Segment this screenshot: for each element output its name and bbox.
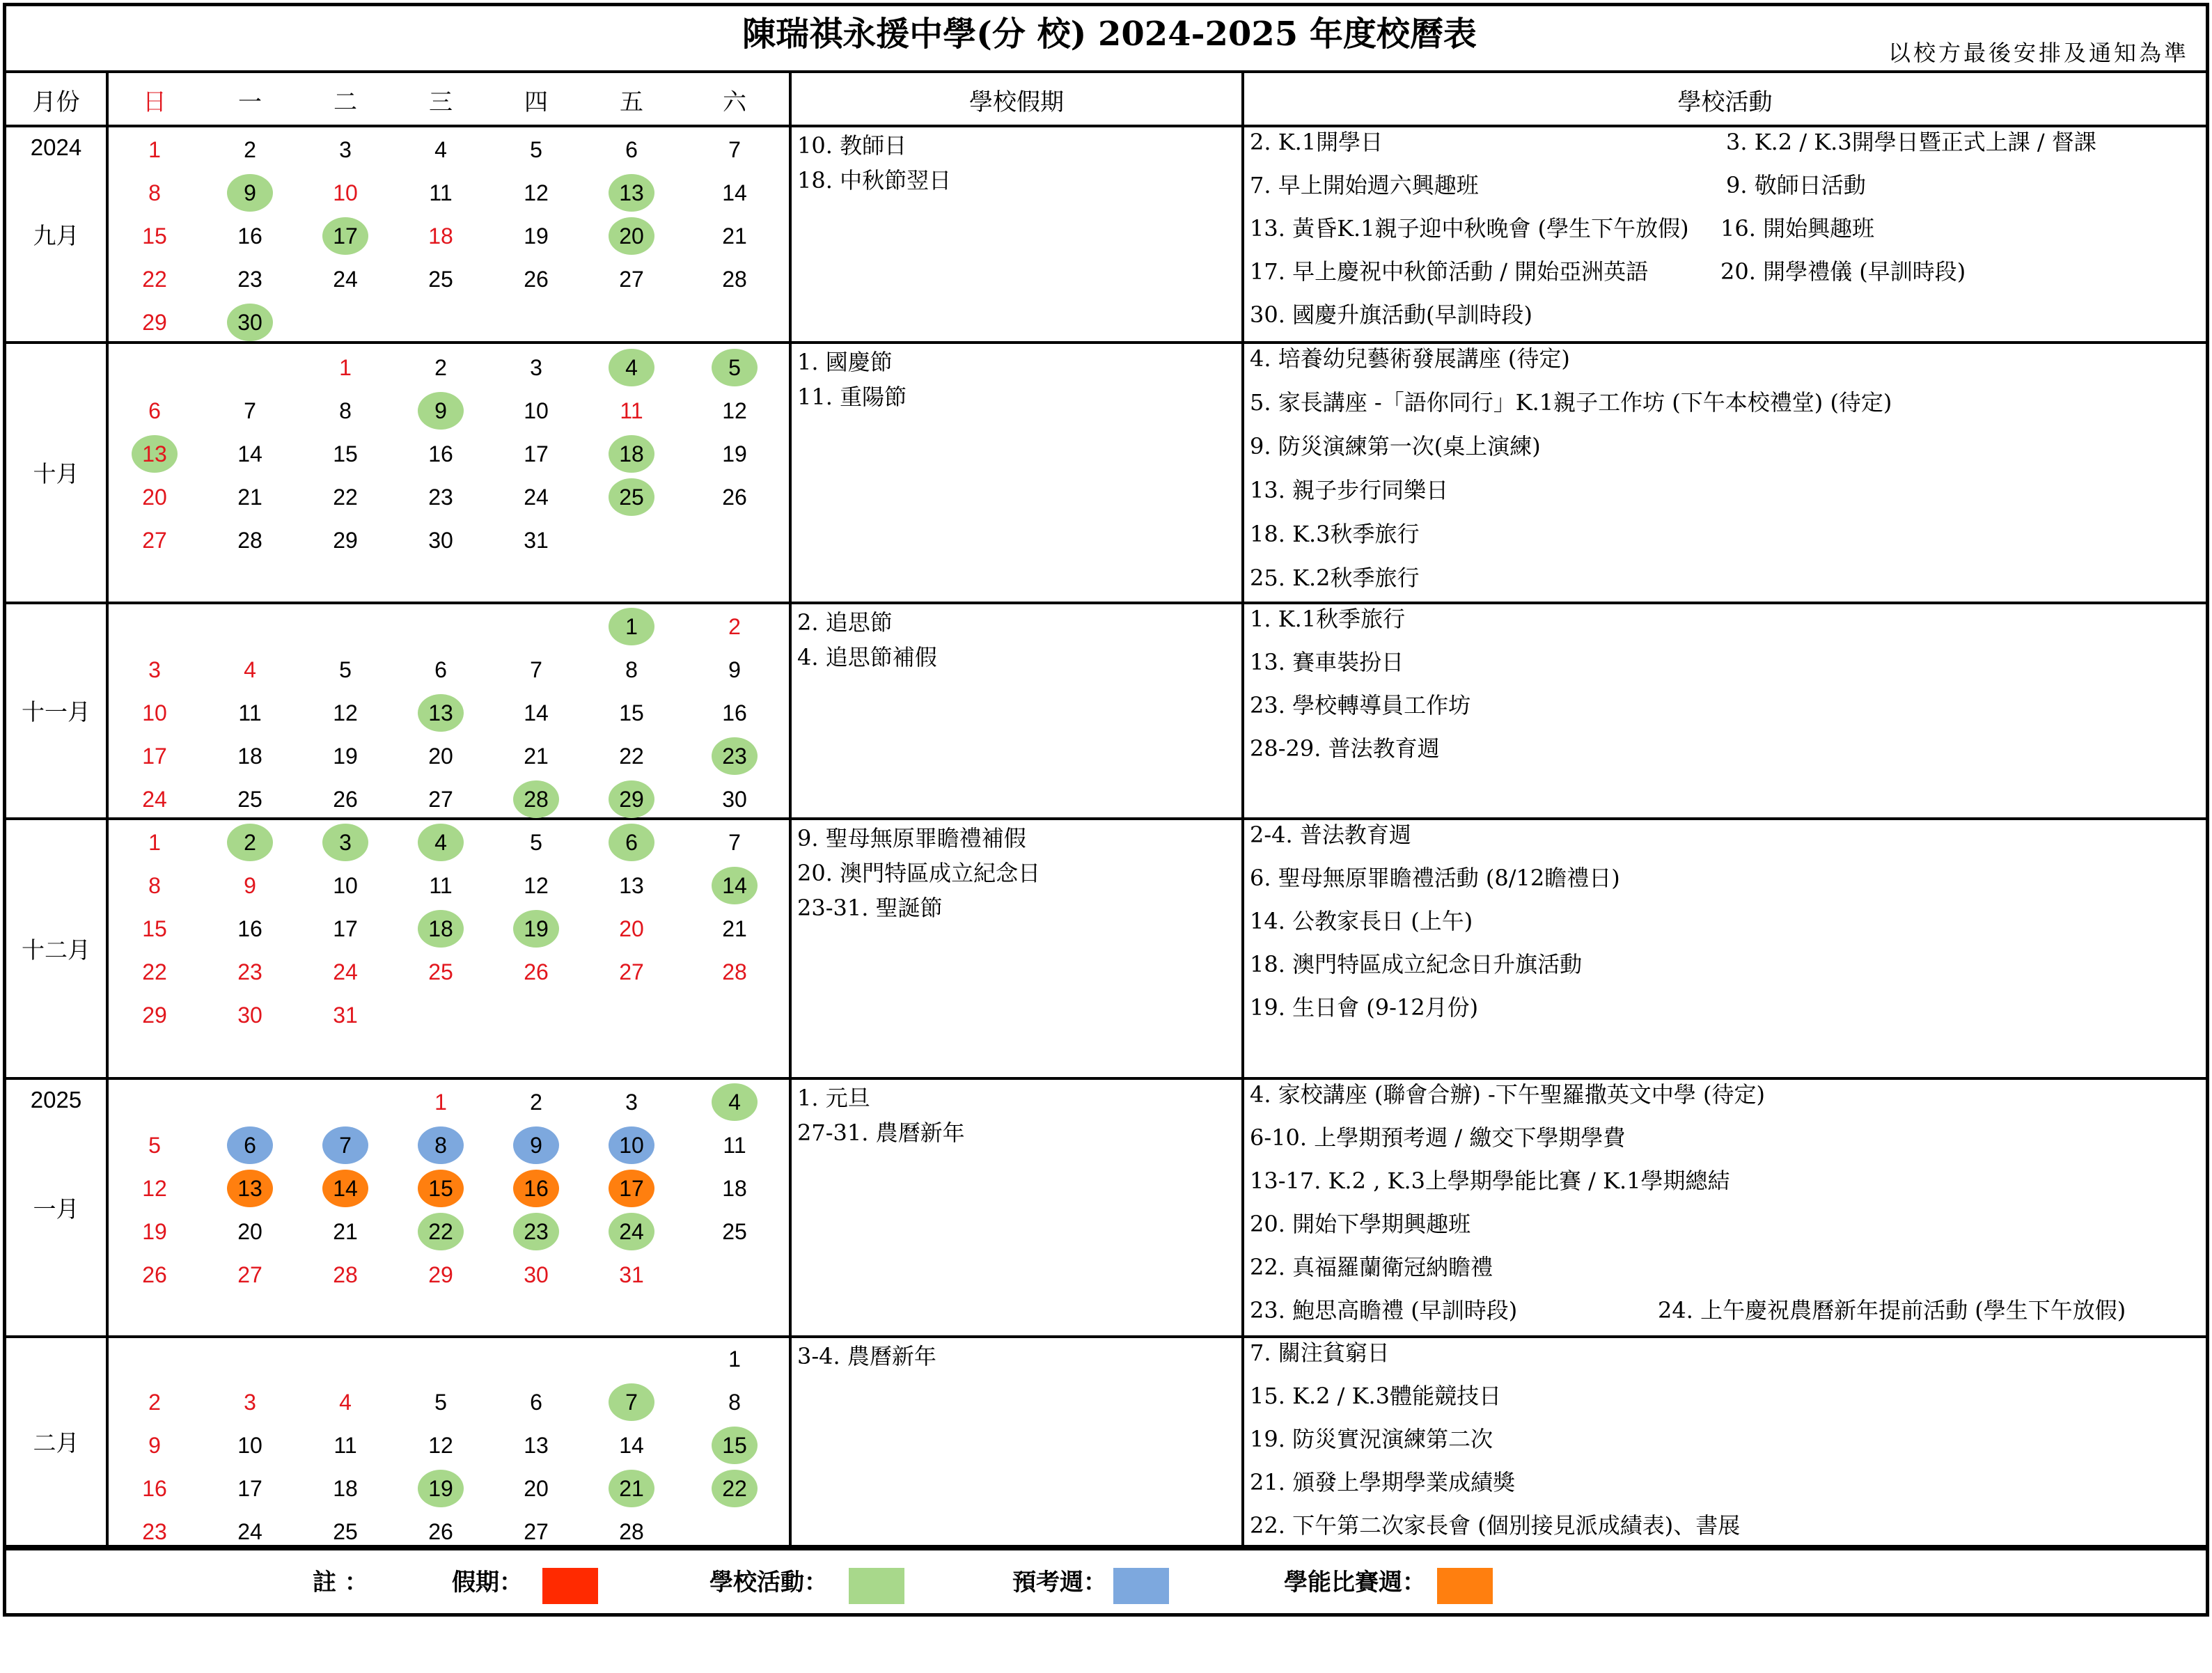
grid-line [6, 602, 2206, 604]
activity-entry: 22. 真福羅蘭衛冠納瞻禮 [1250, 1254, 1493, 1280]
holiday-entry: 3-4. 農曆新年 [797, 1343, 936, 1369]
calendar-day: 15 [142, 916, 167, 941]
calendar-day: 20 [142, 485, 167, 510]
legend-activity-swatch [849, 1568, 904, 1604]
calendar-day: 14 [237, 441, 262, 466]
legend-holiday-swatch [542, 1568, 598, 1604]
calendar-day: 3 [625, 1090, 638, 1115]
calendar-day: 9 [244, 873, 256, 898]
calendar-day: 13 [418, 694, 464, 732]
calendar-day: 8 [625, 657, 638, 682]
activities-column-header: 學校活動 [1677, 88, 1773, 116]
calendar-day: 30 [227, 304, 273, 341]
calendar-day: 8 [148, 180, 161, 205]
calendar-day: 27 [619, 267, 644, 292]
calendar-day: 23 [237, 959, 262, 984]
calendar-day: 20 [619, 916, 644, 941]
calendar-day: 19 [142, 1219, 167, 1244]
holidays-column-header: 學校假期 [969, 88, 1064, 116]
calendar-day: 13 [227, 1170, 273, 1207]
calendar-day: 10 [609, 1126, 654, 1164]
calendar-day: 25 [722, 1219, 747, 1244]
weekday-header: 三 [429, 88, 453, 116]
calendar-day: 1 [148, 137, 161, 162]
calendar-day: 28 [333, 1262, 358, 1287]
calendar-day: 27 [428, 787, 453, 812]
activity-entry: 28-29. 普法教育週 [1250, 735, 1440, 762]
calendar-day: 9 [728, 657, 741, 682]
calendar-day: 7 [322, 1126, 368, 1164]
calendar-day: 11 [334, 1433, 357, 1458]
activity-entry: 7. 關注貧窮日 [1250, 1340, 1390, 1366]
calendar-day: 28 [722, 267, 747, 292]
weekday-header: 六 [723, 88, 746, 116]
calendar-day: 23 [513, 1213, 559, 1250]
activity-entry: 2-4. 普法教育週 [1250, 822, 1411, 848]
calendar-day: 17 [142, 744, 167, 769]
calendar-day: 30 [722, 787, 747, 812]
activity-entry: 9. 防災演練第一次(桌上演練) [1250, 433, 1541, 460]
holiday-entry: 20. 澳門特區成立紀念日 [797, 860, 1041, 886]
calendar-day: 3 [322, 824, 368, 861]
calendar-day: 27 [524, 1519, 549, 1544]
calendar-day: 3 [148, 657, 161, 682]
calendar-day: 1 [728, 1346, 741, 1372]
calendar-day: 6 [625, 137, 638, 162]
calendar-day: 1 [339, 355, 352, 380]
calendar-day: 7 [244, 398, 256, 423]
calendar-day: 10 [237, 1433, 262, 1458]
calendar-day: 21 [237, 485, 262, 510]
activity-entry: 5. 家長講座 -「語你同行」K.1親子工作坊 (下午本校禮堂) (待定) [1250, 389, 1892, 416]
activity-entry: 3. K.2 / K.3開學日暨正式上課 / 督課 [1726, 129, 2096, 155]
activity-entry: 18. 澳門特區成立紀念日升旗活動 [1250, 951, 1583, 977]
calendar-day: 21 [609, 1470, 654, 1507]
calendar-day: 16 [237, 916, 262, 941]
calendar-day: 17 [322, 217, 368, 255]
calendar-day: 27 [142, 528, 167, 553]
calendar-day: 22 [142, 267, 167, 292]
calendar-day: 22 [712, 1470, 758, 1507]
calendar-day: 4 [712, 1083, 758, 1121]
calendar-day: 22 [333, 485, 358, 510]
holiday-entry: 11. 重陽節 [797, 384, 907, 410]
calendar-day: 27 [237, 1262, 262, 1287]
calendar-day: 28 [513, 780, 559, 818]
activity-entry: 24. 上午慶祝農曆新年提前活動 (學生下午放假) [1658, 1297, 2126, 1324]
grid-line [6, 70, 2206, 73]
calendar-day: 29 [428, 1262, 453, 1287]
calendar-day: 23 [237, 267, 262, 292]
calendar-day: 21 [524, 744, 549, 769]
calendar-day: 2 [728, 614, 741, 639]
grid-line [6, 341, 2206, 344]
grid-line [6, 125, 2206, 127]
calendar-day: 12 [142, 1176, 167, 1201]
calendar-day: 15 [333, 441, 358, 466]
calendar-day: 20 [609, 217, 654, 255]
activity-entry: 13. 賽車裝扮日 [1250, 649, 1404, 675]
activity-entry: 23. 學校轉導員工作坊 [1250, 692, 1471, 718]
legend-competition-label: 學能比賽週： [1284, 1569, 1426, 1596]
calendar-day: 16 [722, 700, 747, 725]
calendar-day: 24 [237, 1519, 262, 1544]
activity-entry: 18. K.3秋季旅行 [1250, 521, 1420, 547]
calendar-day: 28 [722, 959, 747, 984]
calendar-day: 15 [142, 223, 167, 249]
calendar-day: 16 [428, 441, 453, 466]
activity-entry: 7. 早上開始週六興趣班 [1250, 172, 1479, 198]
calendar-day: 20 [524, 1476, 549, 1501]
calendar-day: 4 [434, 137, 447, 162]
calendar-day: 25 [609, 478, 654, 516]
holiday-entry: 10. 教師日 [797, 132, 907, 159]
calendar-day: 14 [322, 1170, 368, 1207]
calendar-day: 18 [428, 223, 453, 249]
calendar-day: 17 [333, 916, 358, 941]
holiday-entry: 1. 國慶節 [797, 349, 893, 375]
calendar-day: 15 [712, 1427, 758, 1464]
calendar-day: 4 [609, 349, 654, 386]
calendar-day: 22 [142, 959, 167, 984]
legend-note-label: 註 ： [313, 1569, 368, 1596]
calendar-day: 25 [428, 267, 453, 292]
holiday-entry: 18. 中秋節翌日 [797, 167, 952, 194]
legend-holiday-label: 假期： [452, 1569, 523, 1596]
calendar-day: 8 [418, 1126, 464, 1164]
calendar-day: 11 [620, 398, 643, 423]
calendar-day: 8 [728, 1390, 741, 1415]
calendar-day: 4 [418, 824, 464, 861]
calendar-day: 26 [524, 267, 549, 292]
calendar-day: 2 [244, 137, 256, 162]
calendar-day: 14 [619, 1433, 644, 1458]
grid-line [6, 1335, 2206, 1338]
activity-entry: 19. 防災實況演練第二次 [1250, 1426, 1493, 1452]
calendar-day: 31 [619, 1262, 644, 1287]
grid-line [6, 817, 2206, 820]
calendar-day: 5 [339, 657, 352, 682]
calendar-day: 10 [333, 873, 358, 898]
calendar-day: 21 [722, 223, 747, 249]
calendar-day: 15 [619, 700, 644, 725]
calendar-day: 3 [244, 1390, 256, 1415]
calendar-day: 2 [227, 824, 273, 861]
calendar-day: 26 [722, 485, 747, 510]
activity-entry: 4. 培養幼兒藝術發展講座 (待定) [1250, 345, 1570, 372]
calendar-day: 14 [524, 700, 549, 725]
calendar-day: 24 [333, 959, 358, 984]
month-label: 九月 [33, 221, 79, 249]
calendar-day: 6 [227, 1126, 273, 1164]
calendar-day: 7 [530, 657, 542, 682]
calendar-day: 23 [428, 485, 453, 510]
calendar-day: 5 [530, 137, 542, 162]
calendar-day: 27 [619, 959, 644, 984]
calendar-day: 17 [237, 1476, 262, 1501]
calendar-day: 22 [418, 1213, 464, 1250]
calendar-day: 18 [722, 1176, 747, 1201]
calendar-day: 13 [132, 435, 178, 473]
calendar-day: 13 [619, 873, 644, 898]
holiday-entry: 4. 追思節補假 [797, 644, 937, 670]
calendar-day: 26 [428, 1519, 453, 1544]
calendar-day: 4 [244, 657, 256, 682]
calendar-day: 18 [333, 1476, 358, 1501]
weekday-header: 日 [143, 88, 166, 116]
calendar-day: 30 [524, 1262, 549, 1287]
calendar-day: 5 [434, 1390, 447, 1415]
calendar-day: 29 [142, 310, 167, 335]
calendar-day: 1 [148, 830, 161, 855]
weekday-header: 五 [620, 88, 643, 116]
activity-entry: 14. 公教家長日 (上午) [1250, 908, 1473, 934]
calendar-day: 25 [333, 1519, 358, 1544]
calendar-day: 12 [333, 700, 358, 725]
calendar-day: 23 [712, 737, 758, 775]
calendar-day: 5 [148, 1133, 161, 1158]
calendar-day: 9 [227, 174, 273, 212]
activity-entry: 1. K.1秋季旅行 [1250, 606, 1406, 632]
holiday-entry: 9. 聖母無原罪瞻禮補假 [797, 825, 1026, 851]
legend-mock-exam-label: 預考週： [1012, 1569, 1107, 1596]
calendar-day: 2 [148, 1390, 161, 1415]
calendar-day: 12 [722, 398, 747, 423]
holiday-entry: 1. 元旦 [797, 1085, 870, 1111]
calendar-day: 6 [609, 824, 654, 861]
calendar-day: 11 [238, 700, 262, 725]
month-label: 一月 [33, 1195, 79, 1223]
calendar-day: 9 [513, 1126, 559, 1164]
calendar-day: 6 [148, 398, 161, 423]
activity-entry: 6-10. 上學期預考週 / 繳交下學期學費 [1250, 1124, 1626, 1151]
calendar-day: 28 [237, 528, 262, 553]
activity-entry: 4. 家校講座 (聯會合辦) -下午聖羅撒英文中學 (待定) [1250, 1081, 1765, 1108]
activity-entry: 2. K.1開學日 [1250, 129, 1383, 155]
activity-entry: 13. 黃昏K.1親子迎中秋晚會 (學生下午放假) [1250, 215, 1689, 242]
calendar-day: 1 [434, 1090, 447, 1115]
grid-line [1241, 70, 1244, 1545]
legend-activity-label: 學校活動： [709, 1569, 828, 1596]
calendar-day: 21 [722, 916, 747, 941]
activity-entry: 20. 開始下學期興趣班 [1250, 1211, 1471, 1237]
calendar-day: 20 [237, 1219, 262, 1244]
calendar-day: 16 [513, 1170, 559, 1207]
calendar-day: 22 [619, 744, 644, 769]
calendar-day: 31 [333, 1003, 358, 1028]
grid-line [789, 70, 792, 1545]
calendar-day: 7 [609, 1383, 654, 1421]
month-label: 十二月 [22, 936, 91, 964]
calendar-day: 6 [434, 657, 447, 682]
activity-entry: 30. 國慶升旗活動(早訓時段) [1250, 301, 1533, 328]
calendar-day: 30 [428, 528, 453, 553]
activity-entry: 16. 開始興趣班 [1720, 215, 1875, 242]
calendar-day: 2 [530, 1090, 542, 1115]
calendar-day: 12 [428, 1433, 453, 1458]
holiday-entry: 27-31. 農曆新年 [797, 1120, 965, 1146]
calendar-day: 10 [142, 700, 167, 725]
calendar-day: 11 [723, 1133, 746, 1158]
calendar-day: 16 [237, 223, 262, 249]
calendar-day: 19 [333, 744, 358, 769]
calendar-day: 10 [524, 398, 549, 423]
grid-line [6, 1077, 2206, 1080]
calendar-day: 4 [339, 1390, 352, 1415]
calendar-day: 12 [524, 180, 549, 205]
calendar-day: 29 [609, 780, 654, 818]
activity-entry: 15. K.2 / K.3體能競技日 [1250, 1383, 1502, 1409]
calendar-day: 31 [524, 528, 549, 553]
calendar-day: 18 [237, 744, 262, 769]
activity-entry: 20. 開學禮儀 (早訓時段) [1720, 258, 1966, 285]
calendar-day: 11 [429, 873, 453, 898]
month-label: 二月 [33, 1429, 79, 1456]
activity-entry: 23. 鮑思高瞻禮 (早訓時段) [1250, 1297, 1518, 1324]
activity-entry: 13-17. K.2 , K.3上學期學能比賽 / K.1學期總結 [1250, 1168, 1730, 1194]
legend-competition-swatch [1437, 1568, 1493, 1604]
activity-entry: 21. 頒發上學期學業成績獎 [1250, 1469, 1516, 1495]
activity-entry: 22. 下午第二次家長會 (個別接見派成績表)、書展 [1250, 1512, 1741, 1539]
calendar-day: 2 [434, 355, 447, 380]
activity-entry: 6. 聖母無原罪瞻禮活動 (8/12瞻禮日) [1250, 865, 1620, 891]
year-label: 2025 [30, 1087, 82, 1113]
activity-entry: 19. 生日會 (9-12月份) [1250, 994, 1479, 1021]
legend-mock-exam-swatch [1113, 1568, 1169, 1604]
calendar-day: 7 [728, 137, 741, 162]
calendar-day: 16 [142, 1476, 167, 1501]
calendar-day: 30 [237, 1003, 262, 1028]
calendar-day: 14 [712, 867, 758, 904]
calendar-day: 21 [333, 1219, 358, 1244]
weekday-header: 一 [238, 88, 262, 116]
calendar-day: 11 [429, 180, 453, 205]
calendar-day: 19 [418, 1470, 464, 1507]
calendar-day: 24 [142, 787, 167, 812]
calendar-day: 23 [142, 1519, 167, 1544]
calendar-day: 13 [524, 1433, 549, 1458]
calendar-day: 18 [609, 435, 654, 473]
calendar-day: 29 [333, 528, 358, 553]
calendar-day: 26 [524, 959, 549, 984]
calendar-day: 17 [524, 441, 549, 466]
grid-line [106, 70, 109, 1545]
year-label: 2024 [30, 134, 82, 160]
calendar-day: 1 [609, 608, 654, 645]
calendar-day: 29 [142, 1003, 167, 1028]
calendar-day: 19 [513, 910, 559, 948]
calendar-day: 15 [418, 1170, 464, 1207]
calendar-day: 20 [428, 744, 453, 769]
calendar-day: 3 [339, 137, 352, 162]
calendar-sheet [3, 3, 2209, 1617]
calendar-day: 5 [712, 349, 758, 386]
calendar-day: 26 [142, 1262, 167, 1287]
calendar-day: 14 [722, 180, 747, 205]
calendar-day: 7 [728, 830, 741, 855]
month-column-header: 月份 [32, 88, 80, 116]
calendar-day: 25 [237, 787, 262, 812]
month-label: 十一月 [22, 698, 91, 725]
calendar-day: 13 [609, 174, 654, 212]
activity-entry: 17. 早上慶祝中秋節活動 / 開始亞洲英語 [1250, 258, 1649, 285]
calendar-day: 9 [418, 392, 464, 430]
calendar-day: 8 [339, 398, 352, 423]
calendar-day: 24 [333, 267, 358, 292]
calendar-day: 9 [148, 1433, 161, 1458]
calendar-day: 17 [609, 1170, 654, 1207]
calendar-day: 19 [722, 441, 747, 466]
activity-entry: 9. 敬師日活動 [1726, 172, 1866, 198]
calendar-day: 26 [333, 787, 358, 812]
holiday-entry: 2. 追思節 [797, 609, 893, 636]
calendar-day: 12 [524, 873, 549, 898]
activity-entry: 25. K.2秋季旅行 [1250, 565, 1420, 591]
holiday-entry: 23-31. 聖誕節 [797, 895, 943, 921]
weekday-header: 二 [334, 88, 357, 116]
calendar-day: 24 [524, 485, 549, 510]
calendar-day: 28 [619, 1519, 644, 1544]
calendar-day: 8 [148, 873, 161, 898]
calendar-day: 3 [530, 355, 542, 380]
calendar-day: 18 [418, 910, 464, 948]
activity-entry: 13. 親子步行同樂日 [1250, 477, 1449, 503]
calendar-day: 6 [530, 1390, 542, 1415]
disclaimer-note: 以校方最後安排及通知為準 [1888, 40, 2189, 66]
weekday-header: 四 [524, 88, 548, 116]
calendar-day: 5 [530, 830, 542, 855]
calendar-day: 10 [333, 180, 358, 205]
calendar-day: 19 [524, 223, 549, 249]
calendar-day: 24 [609, 1213, 654, 1250]
month-label: 十月 [33, 460, 79, 487]
page-title: 陳瑞祺永援中學(分 校) 2024-2025 年度校曆表 [742, 15, 1477, 54]
calendar-day: 25 [428, 959, 453, 984]
